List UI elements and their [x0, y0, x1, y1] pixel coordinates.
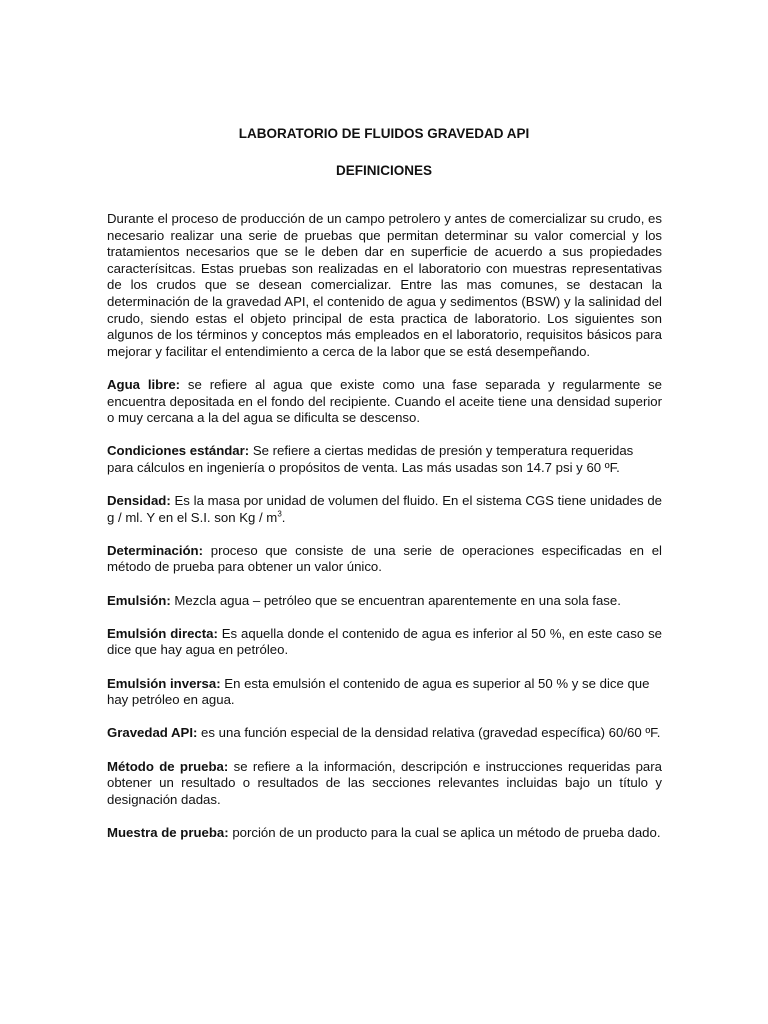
definition-text: Es la masa por unidad de volumen del fluido. En el sistema CGS tiene unidades de g / ml. Y en el S.I. son Kg / m: [107, 493, 662, 525]
definition-text: se refiere a la información, descripción e instrucciones requeridas para obtener un resultado o resultados de las secciones relevantes incluidas bajo un título y designación dadas.: [107, 758, 662, 807]
definition-text: proceso que consiste de una serie de operaciones especificadas en el método de prueba para obtener un valor único.: [107, 542, 662, 575]
definition-term: Condiciones estándar:: [107, 443, 250, 459]
definition-densidad: [107, 493, 662, 526]
definition-term: Método de prueba:: [107, 758, 229, 774]
definition-emulsion: [107, 593, 662, 610]
definition-muestra-de-prueba: [107, 825, 662, 842]
definition-text: En esta emulsión el contenido de agua es superior al 50 % y se dice que hay petróleo en agua.: [107, 675, 650, 708]
definition-text: Es aquella donde el contenido de agua es inferior al 50 %, en este caso se dice que hay agua en petróleo.: [107, 625, 662, 658]
definition-term: Emulsión:: [107, 592, 171, 608]
definition-term: Muestra de prueba:: [107, 824, 229, 840]
definition-condiciones-estandar: [107, 443, 662, 476]
section-heading: DEFINICIONES: [335, 163, 432, 178]
definition-text-tail: .: [281, 509, 286, 525]
definition-text: Mezcla agua – petróleo que se encuentran aparentemente en una sola fase.: [170, 592, 621, 608]
definition-text: se refiere al agua que existe como una fase separada y regularmente se encuentra depositada en el fondo del recipiente. Cuando el aceite tiene una densidad superior o muy cercana a la del agua se dificulta se descenso.: [107, 376, 663, 426]
definition-text: Se refiere a ciertas medidas de presión y temperatura requeridas para cálculos en ingeniería o propósitos de venta. Las más usadas son 14.7 psi y 60 ºF.: [107, 443, 634, 475]
intro-paragraph: Durante el proceso de producción de un campo petrolero y antes de comercializar su crudo, es necesario realizar una serie de pruebas que permitan determinar su valor comercial y los tratamientos necesarios que se le deben dar en superficie de acuerdo a sus propiedades caracterísitcas. Estas pruebas son realizadas en el laboratorio con muestras representativas de los crudos que se desean comercializar. Entre las mas comunes, se destacan la determinación de la gravedad API, el contenido de agua y sedimentos (BSW) y la salinidad del crudo, siendo estas el objeto principal de esta practica de laboratorio. Los siguientes son algunos de los términos y conceptos más empleados en el laboratorio, requisitos básicos para mejorar y facilitar el entendimiento a cerca de la labor que se está desempeñando.: [107, 211, 662, 359]
definition-metodo-de-prueba: [107, 759, 662, 809]
superscript-exponent: 3: [277, 509, 282, 519]
definition-term: Determinación:: [107, 542, 203, 558]
definition-term: Emulsión inversa:: [107, 675, 221, 691]
definition-emulsion-inversa: [107, 676, 662, 709]
definition-text: es una función especial de la densidad relativa (gravedad específica) 60/60 ºF.: [197, 725, 661, 741]
definition-agua-libre: [107, 377, 662, 427]
definition-gravedad-api: [107, 725, 662, 742]
definition-term: Agua libre:: [107, 376, 181, 392]
definition-term: Gravedad API:: [107, 725, 198, 741]
definition-emulsion-directa: [107, 626, 662, 659]
definition-term: Densidad:: [107, 493, 171, 509]
document-title: LABORATORIO DE FLUIDOS GRAVEDAD API: [238, 126, 530, 141]
definition-term: Emulsión directa:: [107, 625, 218, 641]
definition-determinacion: [107, 543, 662, 576]
document-body: [107, 211, 662, 842]
definition-text: porción de un producto para la cual se aplica un método de prueba dado.: [228, 824, 661, 840]
